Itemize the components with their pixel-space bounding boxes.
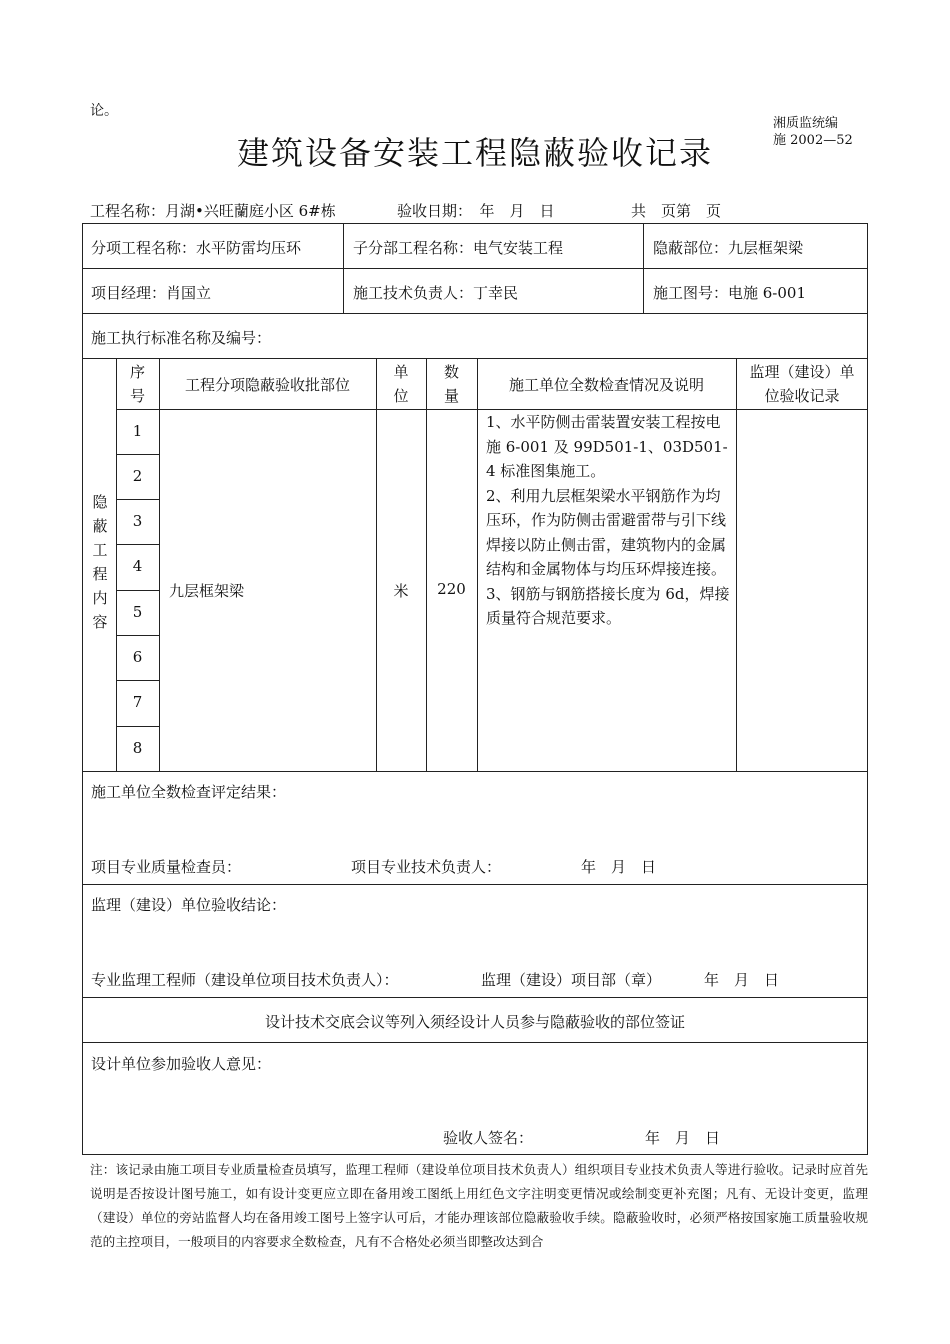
header-quantity: 量 bbox=[443, 387, 459, 405]
result-date: 年 月 日 bbox=[581, 858, 657, 876]
header-part: 工程分项隐蔽验收批部位 bbox=[184, 376, 350, 394]
hidden-work-side-label bbox=[90, 490, 110, 634]
divider bbox=[343, 223, 344, 313]
supervision-label: 监理（建设）单位验收结论： bbox=[91, 896, 287, 914]
side-label-char: 蔽 bbox=[92, 517, 108, 535]
hidden-location: 隐蔽部位：九层框架梁 bbox=[653, 239, 804, 257]
supervision-engineer: 专业监理工程师（建设单位项目技术负责人）： bbox=[91, 971, 399, 989]
header-seq: 号 bbox=[129, 387, 145, 405]
divider bbox=[426, 358, 427, 771]
row-number: 8 bbox=[132, 739, 143, 757]
result-label: 施工单位全数检查评定结果： bbox=[91, 783, 287, 801]
row-number: 6 bbox=[132, 648, 143, 666]
project-manager: 项目经理：肖国立 bbox=[91, 284, 212, 302]
document-code-line1: 湘质监统编 bbox=[773, 116, 839, 131]
check-description bbox=[486, 410, 731, 631]
header-quantity: 数 bbox=[443, 363, 459, 381]
divider bbox=[159, 358, 160, 771]
header-unit: 单 bbox=[393, 363, 409, 381]
side-label-char: 内 bbox=[92, 589, 108, 607]
design-banner: 设计技术交底会议等列入须经设计人员参与隐蔽验收的部位签证 bbox=[264, 1013, 685, 1031]
divider bbox=[82, 771, 868, 772]
technical-lead: 施工技术负责人：丁幸民 bbox=[353, 284, 519, 302]
row-number: 5 bbox=[132, 603, 143, 621]
page-title: 建筑设备安装工程隐蔽验收记录 bbox=[236, 134, 713, 172]
divider bbox=[643, 223, 644, 313]
sub-division-name: 子分部工程名称：电气安装工程 bbox=[353, 239, 564, 257]
side-label-char: 容 bbox=[92, 613, 108, 631]
row-number: 3 bbox=[132, 512, 143, 530]
header-check: 施工单位全数检查情况及说明 bbox=[508, 376, 704, 394]
quantity-value: 220 bbox=[437, 580, 466, 598]
project-name: 工程名称：月湖•兴旺蘭庭小区 6#栋 bbox=[90, 202, 336, 220]
header-supervision: 位验收记录 bbox=[764, 387, 840, 405]
divider bbox=[116, 590, 159, 591]
header-unit: 位 bbox=[393, 387, 409, 405]
side-label-char: 程 bbox=[92, 565, 108, 583]
supervision-dept: 监理（建设）项目部（章） bbox=[481, 971, 662, 989]
divider bbox=[116, 544, 159, 545]
divider bbox=[116, 726, 159, 727]
document-code-line2: 施 2002—52 bbox=[773, 133, 853, 148]
divider bbox=[116, 635, 159, 636]
divider bbox=[82, 313, 868, 314]
footnote: 注：该记录由施工项目专业质量检查员填写，监理工程师（建设单位项目技术负责人）组织项目专业技术负责人等进行验收。记录时应首先说明是否按设计图号施工，如有设计变更应立即在备用竣工图纸上用红色文字注明变更情况或绘制变更补充图；凡有、无设计变更，监理（建设）单位的旁站监督人均在备用竣工图号上签字认可后，才能办理该部位隐蔽验收手续。隐蔽验收时，必须严格按国家施工质量验收规范的主控项目，一般项目的内容要求全数检查，凡有不合格处必须当即整改达到合 bbox=[90, 1162, 868, 1249]
divider bbox=[82, 268, 868, 269]
supervision-date: 年 月 日 bbox=[704, 971, 780, 989]
row-number: 4 bbox=[132, 557, 143, 575]
unit-value: 米 bbox=[393, 582, 409, 600]
row-number: 1 bbox=[132, 422, 143, 440]
design-signature: 验收人签名： bbox=[443, 1129, 534, 1147]
description-paragraph: 1、水平防侧击雷装置安装工程按电施 6-001 及 99D501-1、03D501-4 标准图集施工。 bbox=[486, 413, 728, 480]
divider bbox=[116, 454, 159, 455]
row-number: 7 bbox=[132, 693, 143, 711]
sub-item-name: 分项工程名称：水平防雷均压环 bbox=[91, 239, 302, 257]
divider bbox=[116, 680, 159, 681]
design-date: 年 月 日 bbox=[645, 1129, 721, 1147]
divider bbox=[116, 499, 159, 500]
side-label-char: 工 bbox=[92, 541, 108, 559]
hidden-part: 九层框架梁 bbox=[169, 582, 245, 600]
header-supervision: 监理（建设）单 bbox=[749, 363, 855, 381]
header-seq: 序 bbox=[129, 363, 145, 381]
divider bbox=[82, 884, 868, 885]
divider bbox=[477, 358, 478, 771]
standard-label: 施工执行标准名称及编号： bbox=[91, 329, 272, 347]
quality-inspector: 项目专业质量检查员： bbox=[91, 858, 242, 876]
description-paragraph: 3、钢筋与钢筋搭接长度为 6d，焊接质量符合规范要求。 bbox=[486, 584, 730, 627]
page-count: 共 页第 页 bbox=[631, 202, 722, 220]
acceptance-date: 验收日期： 年 月 日 bbox=[397, 202, 555, 220]
divider bbox=[82, 997, 868, 998]
design-opinion: 设计单位参加验收人意见： bbox=[91, 1055, 272, 1073]
divider bbox=[82, 1042, 868, 1043]
description-paragraph: 2、利用九层框架梁水平钢筋作为均压环，作为防侧击雷避雷带与引下线焊接以防止侧击雷，建筑物内的金属结构和金属物体与均压环焊接连接。 bbox=[486, 486, 727, 578]
divider bbox=[736, 358, 737, 771]
drawing-number: 施工图号：电施 6-001 bbox=[653, 284, 807, 302]
side-label-char: 隐 bbox=[92, 493, 108, 511]
divider bbox=[82, 358, 868, 359]
top-fragment-text: 论。 bbox=[90, 103, 118, 119]
divider bbox=[376, 358, 377, 771]
row-number: 2 bbox=[132, 467, 143, 485]
result-tech-lead: 项目专业技术负责人： bbox=[351, 858, 502, 876]
